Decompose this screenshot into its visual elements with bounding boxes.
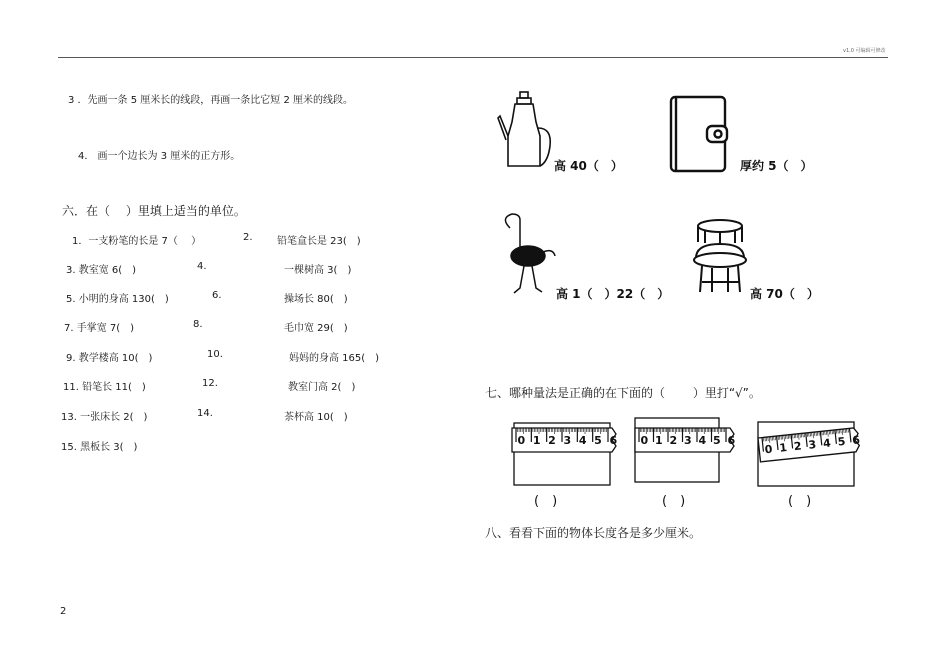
ruler-tick-label: 5	[594, 434, 602, 447]
answer-paren-left: ( )	[534, 494, 558, 509]
ruler-middle	[635, 428, 736, 452]
ruler-tick-label: 1	[778, 441, 788, 455]
list-item: 毛巾宽 29( )	[284, 323, 348, 334]
list-item-number: 6.	[212, 290, 222, 301]
ruler-tick-label: 3	[684, 434, 692, 447]
header-version-note: v1.0 可编辑可修改	[843, 48, 886, 54]
list-item: 铅笔盒长是 23( )	[277, 236, 361, 247]
ruler-tick-label: 0	[517, 434, 526, 447]
list-item-number: 2.	[243, 232, 253, 243]
kettle-icon	[498, 92, 550, 166]
answer-paren-right: ( )	[788, 494, 812, 509]
ruler-right	[758, 427, 861, 461]
list-item: 15. 黑板长 3( )	[61, 442, 138, 453]
stool-label: 高 70（ ）	[750, 287, 819, 301]
ostrich-label: 高 1（ ）22（ ）	[556, 287, 670, 301]
ruler-tick-label: 4	[578, 434, 587, 447]
rulers-figure	[508, 410, 864, 513]
list-item-number: 12.	[202, 378, 218, 389]
ruler-left	[512, 428, 618, 452]
list-item: 3. 教室宽 6( )	[66, 265, 137, 276]
list-item-number: 10.	[207, 349, 223, 360]
ruler-tick-label: 4	[698, 434, 707, 447]
list-item: 茶杯高 10( )	[284, 412, 348, 423]
ruler-tick-label: 3	[563, 434, 572, 447]
list-item: 操场长 80( )	[284, 294, 348, 305]
page-number: 2	[60, 606, 67, 617]
ruler-tick-label: 6	[609, 434, 618, 447]
list-item: 5. 小明的身高 130( )	[66, 294, 169, 305]
book-label: 厚约 5（ ）	[740, 159, 813, 173]
list-item: 1．一支粉笔的长是 7（ ）	[72, 236, 202, 247]
ruler-tick-label: 6	[851, 433, 861, 448]
list-item: 7. 手掌宽 7( )	[64, 323, 135, 334]
ruler-tick-label: 6	[727, 434, 736, 447]
ruler-tick-label: 0	[764, 442, 774, 457]
ostrich-icon	[505, 214, 555, 293]
ruler-tick-label: 0	[640, 434, 649, 447]
ruler-tick-label: 3	[807, 437, 817, 452]
header-rule	[58, 57, 888, 58]
list-item: 教室门高 2( )	[288, 382, 356, 393]
kettle-label: 高 40（ ）	[554, 159, 623, 173]
list-item: 妈妈的身高 165( )	[289, 353, 380, 364]
stool-icon	[694, 220, 746, 292]
ruler-tick-label: 5	[713, 434, 721, 447]
answer-paren-middle: ( )	[662, 494, 686, 509]
book-icon	[671, 97, 727, 171]
section-7-title: 七、哪种量法是正确的在下面的（ ）里打“√”。	[485, 386, 761, 400]
ruler-tick-label: 1	[532, 434, 541, 447]
list-item-number: 14.	[197, 408, 213, 419]
task-4: 4． 画一个边长为 3 厘米的正方形。	[78, 151, 241, 162]
list-item: 11. 铅笔长 11( )	[63, 382, 146, 393]
objects-figure	[490, 88, 840, 303]
list-item-number: 8.	[193, 319, 203, 330]
ruler-tick-label: 2	[548, 434, 556, 447]
list-item-number: 4.	[197, 261, 207, 272]
section-8-title: 八、看看下面的物体长度各是多少厘米。	[485, 526, 702, 540]
section-6-title: 六．在（ ）里填上适当的单位。	[62, 204, 246, 218]
task-3: 3 ．先画一条 5 厘米长的线段，再画一条比它短 2 厘米的线段。	[68, 95, 353, 106]
ruler-tick-label: 2	[793, 439, 803, 454]
ruler-tick-label: 2	[669, 434, 678, 447]
list-item: 9. 教学楼高 10( )	[66, 353, 153, 364]
list-item: 13. 一张床长 2( )	[61, 412, 148, 423]
ruler-tick-label: 4	[822, 436, 832, 451]
ruler-tick-label: 1	[655, 434, 663, 447]
ruler-tick-label: 5	[837, 434, 847, 449]
list-item: 一棵树高 3( )	[284, 265, 352, 276]
